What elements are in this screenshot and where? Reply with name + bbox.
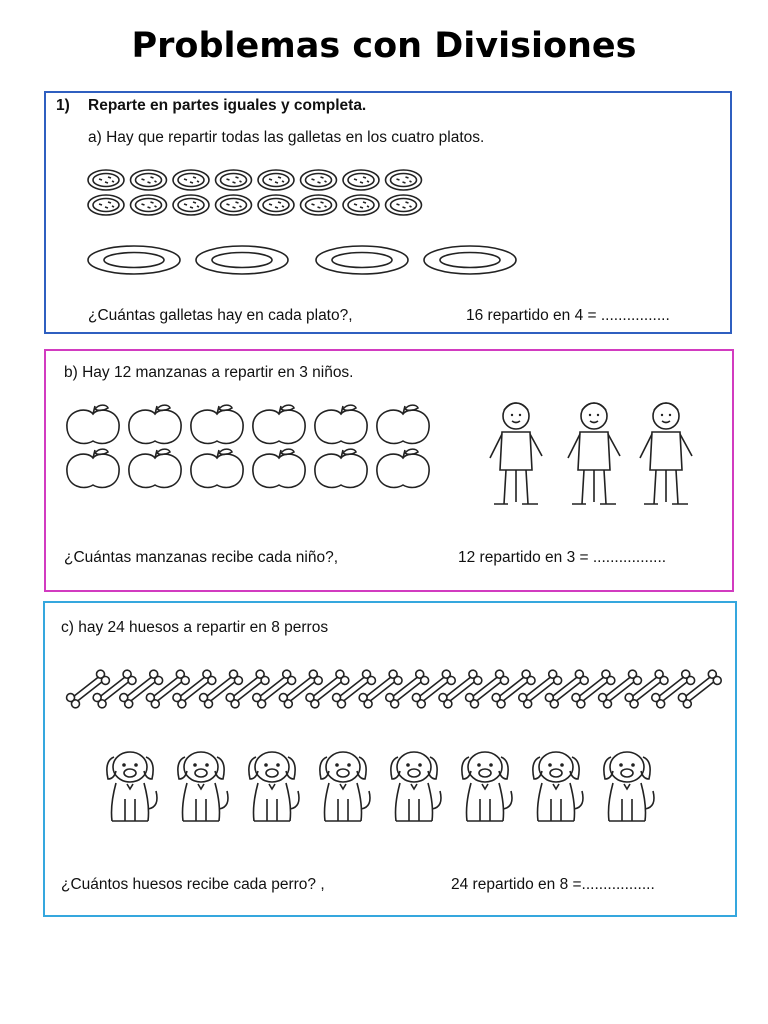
plates-illustration — [46, 93, 734, 336]
page-title: Problemas con Divisiones — [131, 26, 637, 66]
dog-icon — [107, 752, 157, 821]
dog-icon — [462, 752, 512, 821]
dog-icon — [320, 752, 370, 821]
problem-c-prompt: c) hay 24 huesos a repartir en 8 perros — [61, 619, 329, 636]
section-2-box — [44, 349, 734, 592]
dog-icon — [391, 752, 441, 821]
problem-c-equation[interactable]: 24 repartido en 8 =................. — [451, 876, 655, 893]
child-icon — [640, 403, 692, 504]
dog-icon — [249, 752, 299, 821]
problem-a-equation[interactable]: 16 repartido en 4 = ................ — [466, 307, 670, 324]
section-1-box — [44, 91, 732, 334]
plate-icon — [316, 246, 408, 274]
plate-icon — [196, 246, 288, 274]
problem-b-equation[interactable]: 12 repartido en 3 = ................. — [458, 549, 667, 566]
child-icon — [490, 403, 542, 504]
section-number: 1) — [56, 97, 70, 114]
dogs-illustration — [45, 603, 739, 919]
plate-icon — [424, 246, 516, 274]
dog-icon — [533, 752, 583, 821]
child-icon — [568, 403, 620, 504]
problem-b-question: ¿Cuántas manzanas recibe cada niño?, — [64, 549, 338, 566]
dog-icon — [178, 752, 228, 821]
dog-icon — [604, 752, 654, 821]
plate-icon — [88, 246, 180, 274]
section-instruction: Reparte en partes iguales y completa. — [88, 97, 367, 114]
problem-b-prompt: b) Hay 12 manzanas a repartir en 3 niños. — [64, 364, 354, 381]
problem-a-prompt: a) Hay que repartir todas las galletas en los cuatro platos. — [88, 129, 485, 146]
problem-c-question: ¿Cuántos huesos recibe cada perro? , — [61, 876, 325, 893]
problem-a-question: ¿Cuántas galletas hay en cada plato?, — [88, 307, 353, 324]
section-3-box — [43, 601, 737, 917]
